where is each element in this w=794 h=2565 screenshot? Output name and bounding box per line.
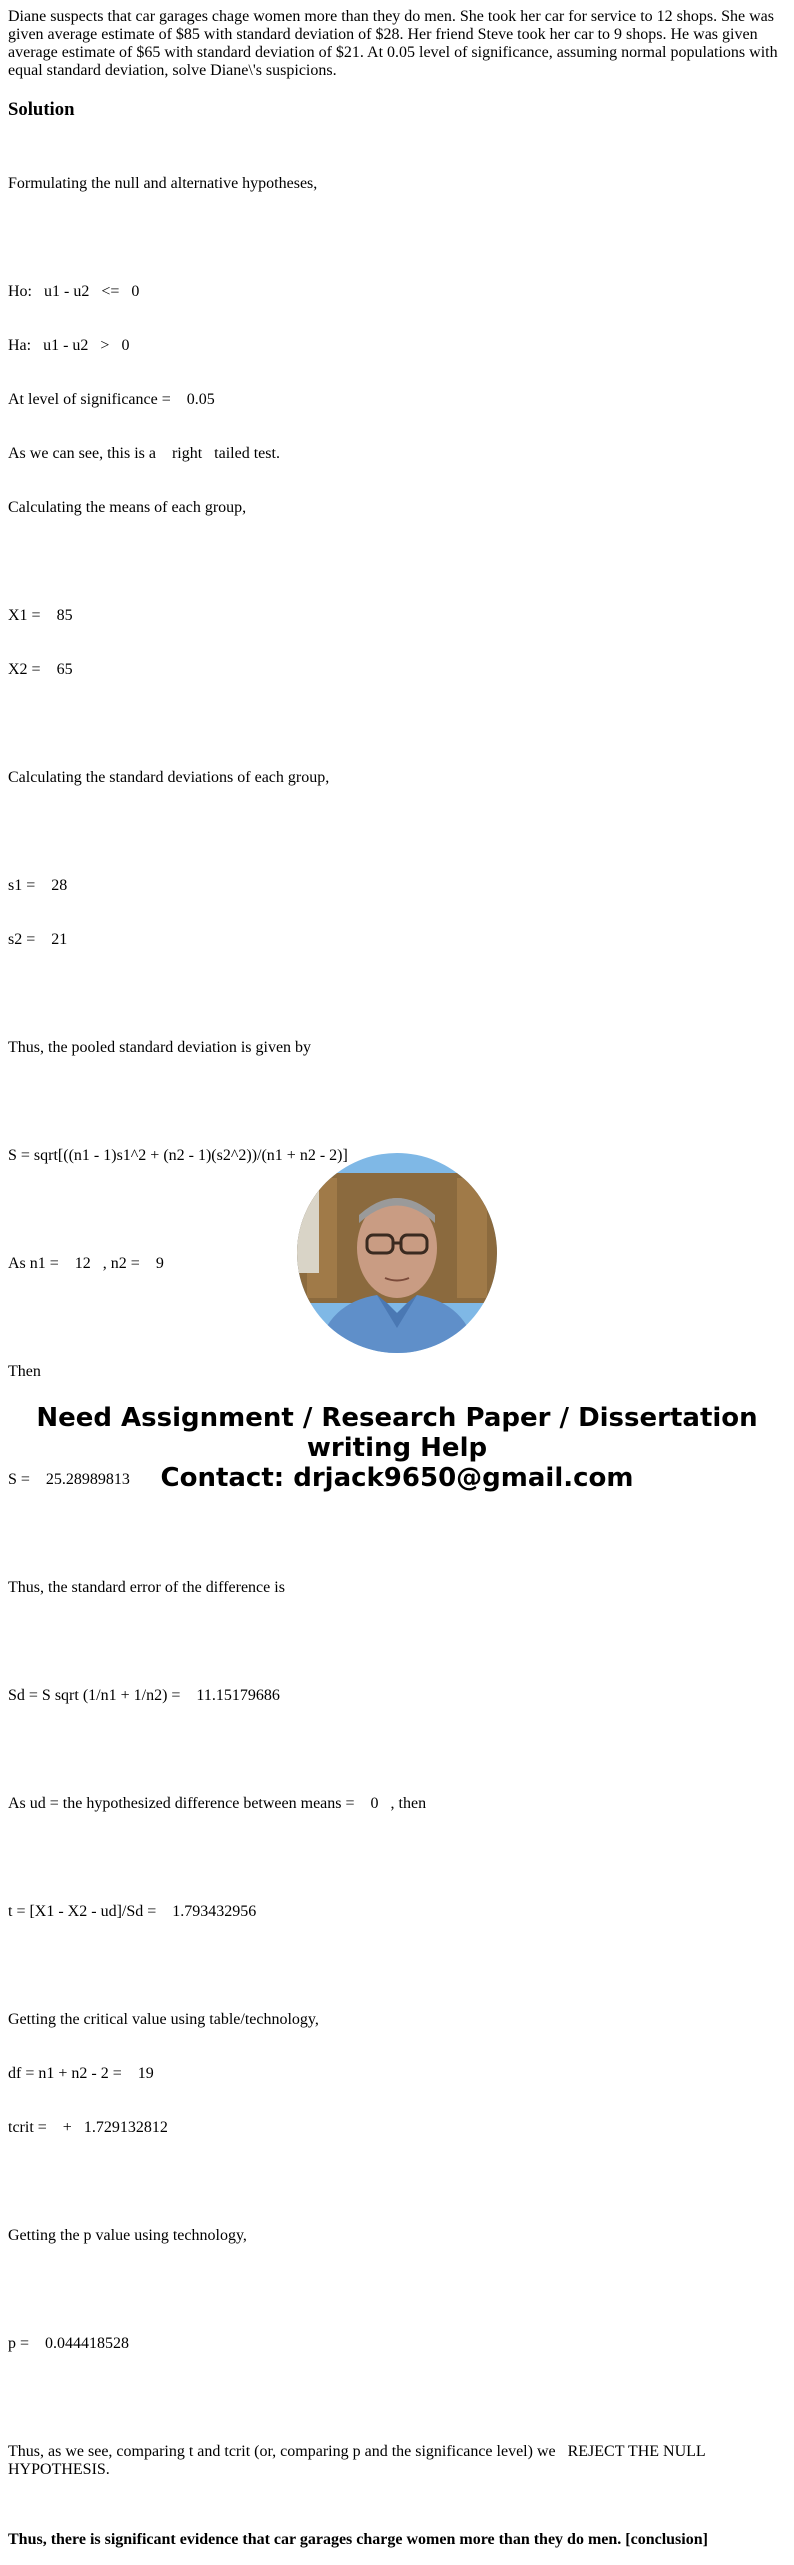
solution-line (8, 1633, 786, 1651)
solution-line (8, 2281, 786, 2299)
solution-heading: Solution (8, 99, 75, 120)
solution-line (8, 1093, 786, 1111)
solution-line (8, 1525, 786, 1543)
solution-line: s2 = 21 (8, 931, 68, 948)
solution-line (8, 985, 786, 1003)
solution-line: Ho: u1 - u2 <= 0 (8, 283, 140, 300)
solution-line: As ud = the hypothesized difference between means = 0 , then (8, 1795, 427, 1812)
solution-line: s1 = 28 (8, 877, 68, 894)
solution-line: Calculating the standard deviations of each group, (8, 769, 330, 786)
footer-contact: Contact: drjack9650@gmail.com (160, 1463, 634, 1493)
solution-line: Thus, the standard error of the difference is (8, 1579, 285, 1596)
solution-line (8, 715, 786, 733)
solution-line: p = 0.044418528 (8, 2335, 130, 2352)
conclusion-text: Thus, there is significant evidence that car garages charge women more than they do men. [conclusion] (8, 2531, 708, 2548)
solution-line: S = sqrt[((n1 - 1)s1^2 + (n2 - 1)(s2^2))/(n1 + n2 - 2)] (8, 1147, 348, 1164)
contact-footer (0, 1403, 794, 1493)
solution-line: As n1 = 12 , n2 = 9 (8, 1255, 164, 1272)
solution-line (8, 1741, 786, 1759)
solution-line: X1 = 85 (8, 607, 73, 624)
solution-line: Formulating the null and alternative hypotheses, (8, 175, 318, 192)
footer-line-1: Need Assignment / Research Paper / Dissertation (36, 1403, 758, 1433)
solution-line (8, 1957, 786, 1975)
person-photo-icon (297, 1153, 497, 1353)
solution-line: At level of significance = 0.05 (8, 391, 215, 408)
solution-line: Thus, the pooled standard deviation is given by (8, 1039, 312, 1056)
solution-line: S = 25.28989813 (8, 1471, 130, 1488)
solution-line: X2 = 65 (8, 661, 73, 678)
solution-line: Calculating the means of each group, (8, 499, 247, 516)
solution-line: tcrit = + 1.729132812 (8, 2119, 168, 2136)
solution-line: Then (8, 1363, 41, 1380)
solution-line (8, 229, 786, 247)
solution-line: df = n1 + n2 - 2 = 19 (8, 2065, 154, 2082)
solution-line: Ha: u1 - u2 > 0 (8, 337, 130, 354)
solution-line (8, 2173, 786, 2191)
solution-line: Sd = S sqrt (1/n1 + 1/n2) = 11.15179686 (8, 1687, 280, 1704)
author-photo (297, 1153, 497, 1353)
solution-line (8, 1849, 786, 1867)
solution-line: Thus, as we see, comparing t and tcrit (or, comparing p and the significance level) we REJECT THE NULL HYPOTHESIS. (8, 2443, 710, 2478)
solution-line: Getting the critical value using table/technology, (8, 2011, 319, 2028)
footer-line-2: writing Help (306, 1433, 488, 1463)
solution-line: Getting the p value using technology, (8, 2227, 247, 2244)
solution-line: t = [X1 - X2 - ud]/Sd = 1.793432956 (8, 1903, 257, 1920)
solution-line (8, 553, 786, 571)
solution-line (8, 823, 786, 841)
solution-line: As we can see, this is a right tailed test. (8, 445, 280, 462)
solution-line (8, 2389, 786, 2407)
question-text: Diane suspects that car garages chage women more than they do men. She took her car for service to 12 shops. She was given average estimate of $85 with standard deviation of $28. Her friend Steve took her car to 9 shops. He was given average estimate of $65 with standard deviation of $21. At 0.05 level of significance, assuming normal populations with equal standard deviation, solve Diane\'s suspicions. (8, 8, 782, 79)
